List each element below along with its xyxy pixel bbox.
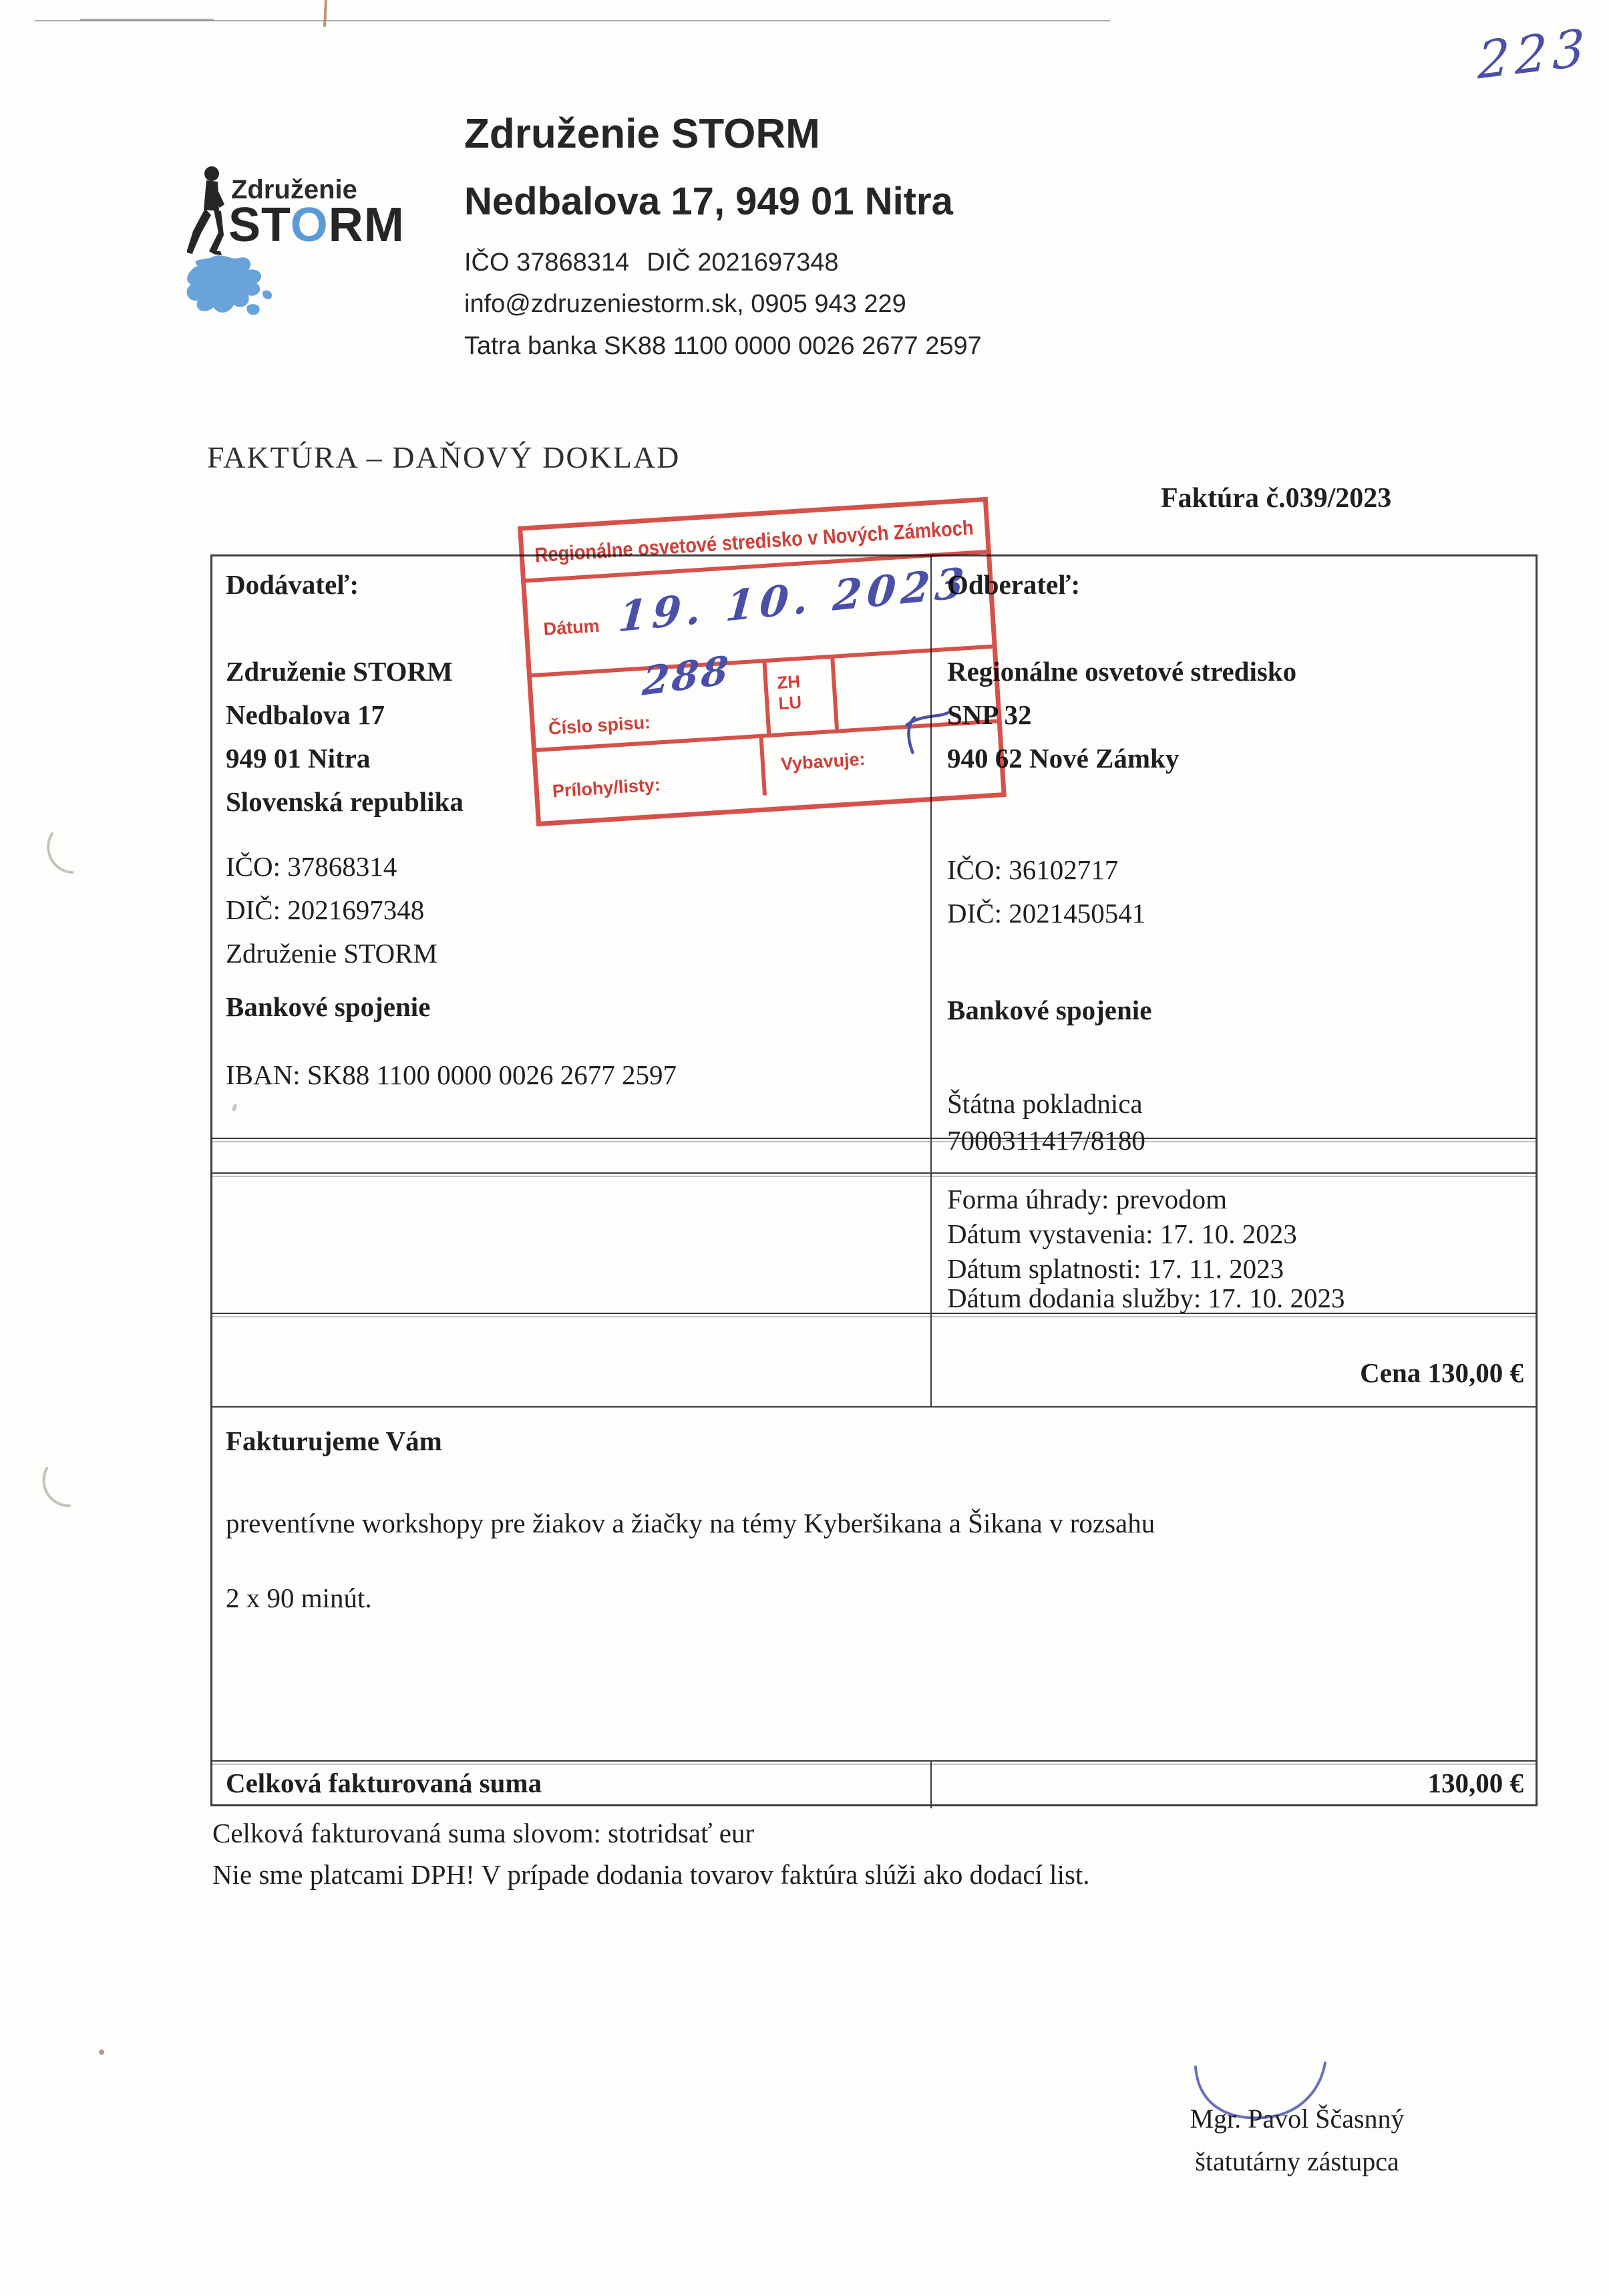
invoice-number: Faktúra č.039/2023 — [1161, 483, 1392, 514]
stamp-attachments-label: Prílohy/listy: — [552, 774, 661, 802]
supplier-bank-heading: Bankové spojenie — [226, 991, 431, 1022]
customer-ico: IČO: 36102717 — [947, 854, 1119, 885]
signatory-role: štatutárny zástupca — [1195, 2146, 1399, 2176]
payment-issue-date: Dátum vystavenia: 17. 10. 2023 — [947, 1218, 1297, 1249]
handwritten-file-number: 288 — [641, 647, 733, 705]
customer-heading: Odberateľ: — [947, 569, 1081, 600]
document-title: FAKTÚRA – DAŇOVÝ DOKLAD — [207, 440, 681, 474]
letterhead-ico: IČO 37868314 — [464, 249, 630, 277]
letterhead-bank: Tatra banka SK88 1100 0000 0026 2677 2597 — [464, 332, 982, 360]
table-row-divider — [212, 1760, 1536, 1762]
customer-name: Regionálne osvetové stredisko — [947, 656, 1297, 687]
payment-due-date: Dátum splatnosti: 17. 11. 2023 — [947, 1253, 1284, 1284]
handwritten-initials-icon — [896, 708, 958, 759]
total-in-words: Celková fakturovaná suma slovom: stotridsať eur — [212, 1818, 755, 1848]
payment-method: Forma úhrady: prevodom — [947, 1184, 1228, 1214]
vat-note: Nie sme platcami DPH! V prípade dodania tovarov faktúra slúži ako dodací list. — [212, 1859, 1090, 1890]
supplier-street: Nedbalova 17 — [226, 699, 385, 730]
walking-person-icon — [187, 166, 234, 266]
supplier-city: 949 01 Nitra — [226, 743, 371, 774]
letterhead-dic: DIČ 2021697348 — [647, 249, 839, 277]
punch-hole-shadow-icon — [27, 1459, 87, 1519]
supplier-name-2: Združenie STORM — [226, 938, 437, 969]
handwritten-page-number: 223 — [1477, 17, 1591, 91]
letterhead-address: Nedbalova 17, 949 01 Nitra — [464, 180, 953, 223]
supplier-ico: IČO: 37868314 — [226, 851, 397, 882]
customer-bank-heading: Bankové spojenie — [947, 995, 1152, 1025]
logo-text-small: Združenie — [231, 175, 357, 204]
stamp-code-lu: LU — [777, 692, 802, 714]
customer-city: 940 62 Nové Zámky — [947, 743, 1180, 774]
punch-hole-shadow-icon — [31, 826, 91, 886]
supplier-dic: DIČ: 2021697348 — [226, 894, 425, 925]
letterhead-contact: info@zdruzeniestorm.sk, 0905 943 229 — [464, 290, 906, 318]
scan-artifact-tick — [323, 0, 327, 27]
total-label: Celková fakturovaná suma — [226, 1768, 542, 1798]
logo-text-big — [228, 198, 405, 253]
table-row-divider — [212, 1172, 1536, 1174]
supplier-country: Slovenská republika — [226, 786, 464, 817]
handwritten-stamp-date: 19. 10. 2023 — [616, 558, 971, 642]
logo-storm-blue-o: O — [290, 198, 329, 252]
stamp-codes-cell — [767, 659, 839, 733]
customer-bank-name: Štátna pokladnica — [947, 1088, 1143, 1119]
payment-delivery-date: Dátum dodania služby: 17. 10. 2023 — [947, 1283, 1345, 1313]
stamp-file-number-label: Číslo spisu: — [548, 712, 651, 739]
letterhead-ids — [464, 249, 839, 277]
table-row-divider — [212, 1406, 1536, 1408]
total-value: 130,00 € — [1427, 1768, 1524, 1798]
registry-stamp — [518, 497, 1007, 826]
supplier-iban: IBAN: SK88 1100 0000 0026 2677 2597 — [226, 1059, 677, 1090]
stamp-header-text: Regionálne osvetové stredisko v Nových Zámkoch — [534, 516, 974, 567]
customer-account: 7000311417/8180 — [947, 1125, 1145, 1156]
supplier-heading: Dodávateľ: — [226, 569, 359, 600]
supplier-name: Združenie STORM — [226, 656, 453, 687]
body-line-2: 2 x 90 minút. — [226, 1583, 372, 1613]
customer-dic: DIČ: 2021450541 — [947, 898, 1146, 929]
stamp-code-zh: ZH — [776, 671, 801, 693]
logo-storm-rm: RM — [328, 198, 405, 252]
stamp-date-label: Dátum — [542, 615, 600, 639]
body-line-1: preventívne workshopy pre žiakov a žiačky na témy Kyberšikana a Šikana v rozsahu — [226, 1508, 1155, 1538]
water-splash-icon — [183, 254, 290, 327]
customer-street: SNP 32 — [947, 699, 1032, 730]
stamp-file-number-cell — [532, 647, 771, 748]
scan-artifact-topline-segment — [80, 19, 214, 21]
table-row-divider — [212, 1138, 1536, 1139]
letterhead-org-name: Združenie STORM — [464, 111, 820, 157]
scan-speck — [99, 2049, 104, 2055]
stamp-handled-by-label: Vybavuje: — [780, 749, 866, 774]
storm-logo — [182, 159, 449, 379]
price-line: Cena 130,00 € — [1360, 1357, 1524, 1388]
signatory-name: Mgr. Pavol Ščasnný — [1190, 2104, 1405, 2134]
table-column-divider — [930, 1760, 932, 1808]
signature-block — [1143, 2098, 1451, 2183]
body-heading: Fakturujeme Vám — [226, 1426, 442, 1456]
logo-storm-st: ST — [228, 198, 291, 252]
